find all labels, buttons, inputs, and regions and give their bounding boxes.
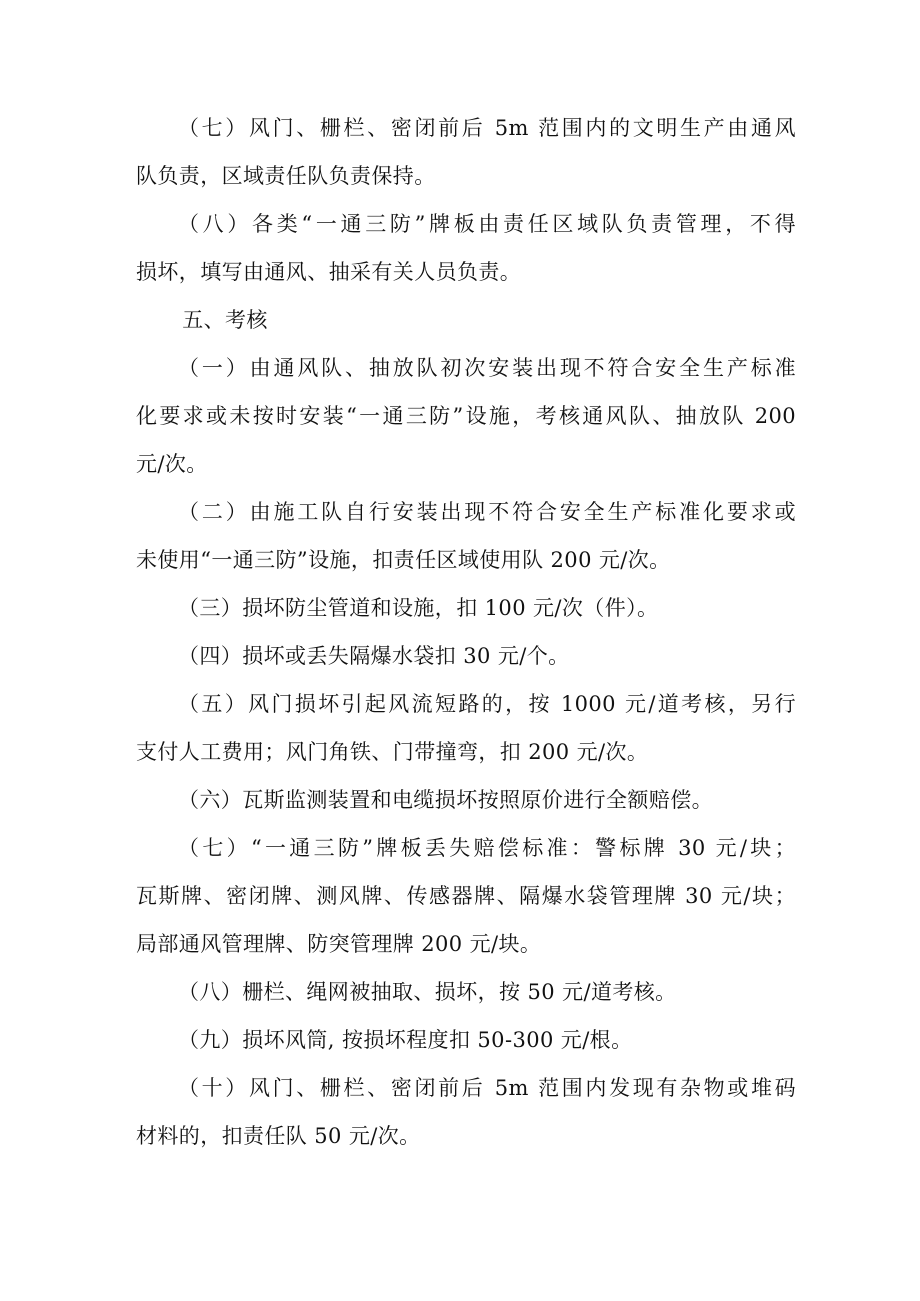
- text-line: （七）“一通三防”牌板丢失赔偿标准：警标牌 30 元/块；: [178, 836, 796, 860]
- text-line: （八）各类“一通三防”牌板由责任区域队负责管理，不得: [178, 212, 796, 236]
- paragraph-assessment-4: [136, 632, 796, 680]
- paragraph-assessment-5: [136, 680, 796, 776]
- text-line: （四）损坏或丢失隔爆水袋扣 30 元/个。: [178, 644, 570, 668]
- text-line: （二）由施工队自行安装出现不符合安全生产标准化要求或: [178, 500, 796, 524]
- text-line: 瓦斯牌、密闭牌、测风牌、传感器牌、隔爆水袋管理牌 30 元/块；: [136, 884, 796, 908]
- text-line: （七）风门、栅栏、密闭前后 5m 范围内的文明生产由通风: [178, 116, 796, 140]
- text-line: 损坏，填写由通风、抽采有关人员负责。: [136, 260, 522, 284]
- text-line: （六）瓦斯监测装置和电缆损坏按照原价进行全额赔偿。: [178, 788, 713, 812]
- paragraph-assessment-8: [136, 968, 796, 1016]
- text-line: 元/次。: [136, 452, 208, 476]
- text-line: 支付人工费用；风门角铁、门带撞弯，扣 200 元/次。: [136, 740, 649, 764]
- text-line: （八）栅栏、绳网被抽取、损坏，按 50 元/道考核。: [178, 980, 677, 1004]
- paragraph-signboard-management: [136, 200, 796, 296]
- document-body: [136, 104, 796, 1160]
- paragraph-assessment-1: [136, 344, 796, 488]
- text-line: （五）风门损坏引起风流短路的，按 1000 元/道考核，另行: [178, 692, 796, 716]
- text-line: 队负责，区域责任队负责保持。: [136, 164, 436, 188]
- text-line: 未使用“一通三防”设施，扣责任区域使用队 200 元/次。: [136, 548, 671, 572]
- text-line: （十）风门、栅栏、密闭前后 5m 范围内发现有杂物或堆码: [178, 1076, 796, 1100]
- text-line: 局部通风管理牌、防突管理牌 200 元/块。: [136, 932, 542, 956]
- text-line: （三）损坏防尘管道和设施，扣 100 元/次（件）。: [178, 596, 659, 620]
- paragraph-assessment-9: [136, 1016, 796, 1064]
- text-line: （九）损坏风筒, 按损坏程度扣 50-300 元/根。: [178, 1028, 633, 1052]
- paragraph-assessment-10: [136, 1064, 796, 1160]
- text-line: 材料的，扣责任队 50 元/次。: [136, 1124, 421, 1148]
- text-line: （一）由通风队、抽放队初次安装出现不符合安全生产标准: [178, 356, 796, 380]
- section-heading-assessment: 五、考核: [182, 308, 268, 332]
- paragraph-assessment-3: [136, 584, 796, 632]
- paragraph-ventilation-door-zone: [136, 104, 796, 200]
- paragraph-assessment-2: [136, 488, 796, 584]
- paragraph-assessment-7: [136, 824, 796, 968]
- paragraph-assessment-6: [136, 776, 796, 824]
- text-line: 化要求或未按时安装“一通三防”设施，考核通风队、抽放队 200: [136, 404, 796, 428]
